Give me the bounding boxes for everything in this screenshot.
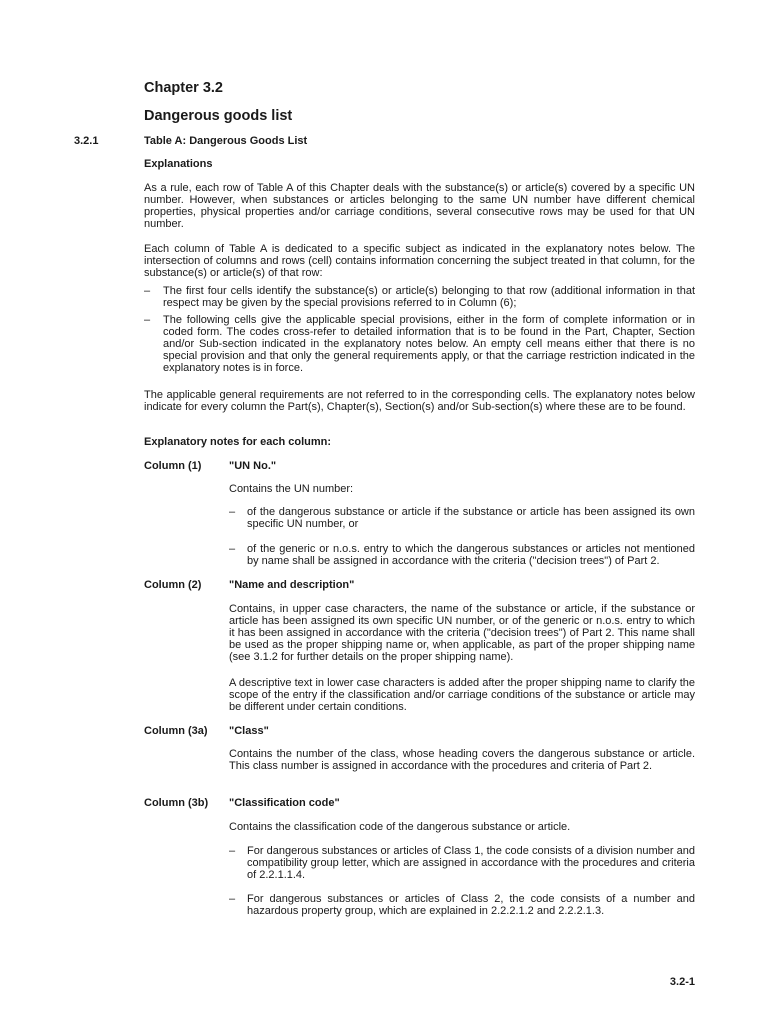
list-item-text: For dangerous substances or articles of Class 2, the code consists of a number and hazardous property group, which are explained in 2.2.2.1.2 and 2.2.2.1.3. xyxy=(247,893,695,917)
dash-marker: – xyxy=(229,893,236,905)
dash-marker: – xyxy=(144,285,151,297)
section-number: 3.2.1 xyxy=(74,135,99,147)
column-paragraph: Contains the UN number: xyxy=(229,483,354,495)
list-item-text: of the dangerous substance or article if the substance or article has been assigned its own specific UN number, or xyxy=(247,506,695,530)
section-title: Table A: Dangerous Goods List xyxy=(144,135,308,147)
column-paragraph: Contains, in upper case characters, the name of the substance or article, if the substance or article has been assigned its own specific UN number, or of the generic or n.o.s. entry to which it has been assigned in accordance with the criteria ("decision trees") of Part 2. This name shall be used as the proper shipping name or, when applicable, as part of the proper shipping name (see 3.1.2 for further details on the proper shipping name). xyxy=(229,603,695,663)
column-title: "Class" xyxy=(229,725,269,737)
page-number: 3.2-1 xyxy=(669,976,695,988)
column-label: Column (1) xyxy=(144,460,202,472)
dash-marker: – xyxy=(229,506,236,518)
column-label: Column (3b) xyxy=(144,797,209,809)
dash-marker: – xyxy=(229,845,236,857)
general-paragraph: The applicable general requirements are not referred to in the corresponding cells. The explanatory notes below indicate for every column the Part(s), Chapter(s), Section(s) and/or Sub-section(s) where these are to be found. xyxy=(144,389,695,413)
column-label: Column (2) xyxy=(144,579,202,591)
intro-paragraph: As a rule, each row of Table A of this Chapter deals with the substance(s) or article(s) covered by a specific UN number. However, when substances or articles belonging to the same UN number have different chemical properties, physical properties and/or carriage conditions, several consecutive rows may be used for that UN number. xyxy=(144,182,695,230)
notes-heading: Explanatory notes for each column: xyxy=(144,436,332,448)
dash-marker: – xyxy=(229,543,236,555)
chapter-title: Dangerous goods list xyxy=(144,108,293,124)
list-item-text: The first four cells identify the substance(s) or article(s) belonging to that row (additional information in that respect may be given by the special provisions referred to in Column (6); xyxy=(163,285,695,309)
column-label: Column (3a) xyxy=(144,725,208,737)
column-title: "Name and description" xyxy=(229,579,355,591)
column-title: "UN No." xyxy=(229,460,277,472)
list-item-text: of the generic or n.o.s. entry to which the dangerous substances or articles not mentioned by name shall be assigned in accordance with the criteria ("decision trees") of Part 2. xyxy=(247,543,695,567)
explanations-heading: Explanations xyxy=(144,158,213,170)
list-item-text: For dangerous substances or articles of Class 1, the code consists of a division number and compatibility group letter, which are assigned in accordance with the procedures and criteria of 2.2.1.1.4. xyxy=(247,845,695,881)
column-paragraph: Contains the number of the class, whose heading covers the dangerous substance or article. This class number is assigned in accordance with the procedures and criteria of Part 2. xyxy=(229,748,695,772)
column-paragraph: A descriptive text in lower case characters is added after the proper shipping name to clarify the scope of the entry if the classification and/or carriage conditions of the substance or article may be different under certain conditions. xyxy=(229,677,695,713)
intro-paragraph: Each column of Table A is dedicated to a specific subject as indicated in the explanatory notes below. The intersection of columns and rows (cell) contains information concerning the subject treated in that column, for the substance(s) or article(s) of that row: xyxy=(144,243,695,279)
dash-marker: – xyxy=(144,314,151,326)
list-item-text: The following cells give the applicable special provisions, either in the form of complete information or in coded form. The codes cross-refer to detailed information that is to be found in the Part, Chapter, Section and/or Sub-section indicated in the explanatory notes below. An empty cell means either that there is no special provision and that only the general requirements apply, or that the carriage restriction indicated in the explanatory notes is in force. xyxy=(163,314,695,374)
column-title: "Classification code" xyxy=(229,797,340,809)
chapter-number: Chapter 3.2 xyxy=(144,80,223,96)
column-paragraph: Contains the classification code of the dangerous substance or article. xyxy=(229,821,571,833)
